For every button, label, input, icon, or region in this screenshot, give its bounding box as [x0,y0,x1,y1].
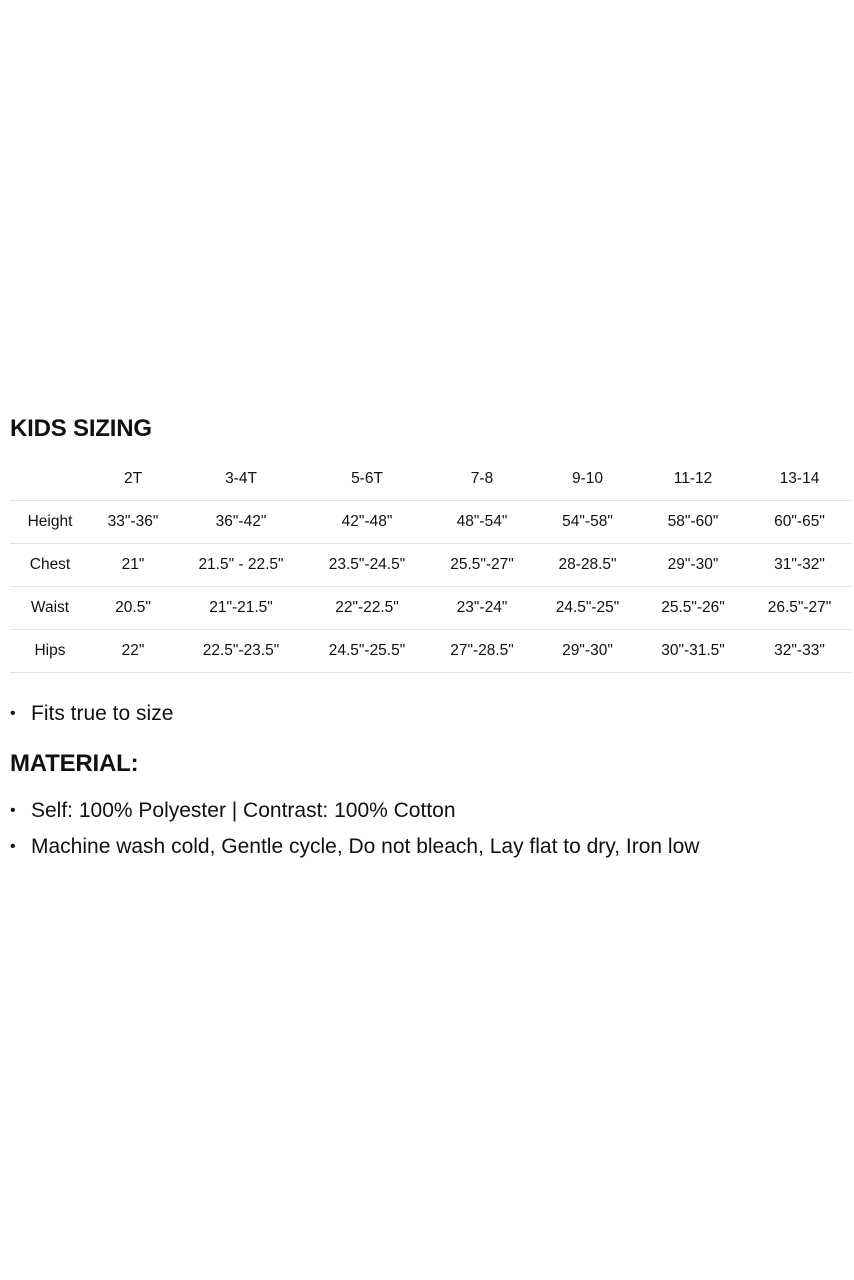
table-cell: 22" [121,642,145,659]
table-cell: 23.5"-24.5" [328,556,406,573]
column-header: 7-8 [470,470,494,487]
column-header [10,458,90,501]
table-cell: 21.5" - 22.5" [198,556,284,573]
row-label: Chest [29,556,71,573]
table-row [10,630,852,673]
column-header: 2T [123,470,143,487]
table-cell: 29"-30" [562,642,613,659]
table-cell: 27"-28.5" [450,642,514,659]
table-row [10,587,852,630]
table-cell: 24.5"-25" [555,599,620,616]
table-cell: 20.5" [115,599,151,616]
column-header: 3-4T [225,470,257,487]
table-cell: 22.5"-23.5" [202,642,280,659]
table-cell: 60"-65" [774,513,825,530]
table-cell: 31"-32" [774,556,825,573]
size-header-row [10,458,852,501]
table-cell: 33"-36" [107,513,159,530]
table-cell: 25.5"-27" [450,556,514,573]
table-row [10,501,852,544]
table-cell: 29"-30" [667,556,719,573]
table-cell: 28-28.5" [558,556,617,573]
table-cell: 22"-22.5" [335,599,399,616]
table-cell: 58"-60" [667,513,719,530]
table-cell: 21"-21.5" [209,599,273,616]
size-chart-table [10,458,852,673]
table-cell: 42"-48" [341,513,393,530]
material-list [10,799,699,871]
column-header: 13-14 [779,470,820,487]
list-item: • Self: 100% Polyester | Contrast: 100% Cotton [10,799,699,835]
list-item: • Fits true to size [10,702,173,738]
table-cell: 26.5"-27" [767,599,832,616]
list-item: • Machine wash cold, Gentle cycle, Do not bleach, Lay flat to dry, Iron low [10,835,699,871]
kids-sizing-title: KIDS SIZING [10,415,152,442]
column-header: 11-12 [673,470,713,487]
table-cell: 25.5"-26" [661,599,725,616]
table-cell: 21" [121,556,145,573]
table-cell: 24.5"-25.5" [328,642,406,659]
table-cell: 30"-31.5" [661,642,725,659]
table-cell: 36"-42" [215,513,267,530]
column-header: 9-10 [571,470,604,487]
table-cell: 48"-54" [456,513,508,530]
table-cell: 23"-24" [456,599,508,616]
table-cell: 54"-58" [562,513,613,530]
row-label: Height [27,513,73,530]
row-label: Hips [34,642,66,659]
row-label: Waist [30,599,70,616]
column-header: 5-6T [351,470,383,487]
material-title: MATERIAL: [10,750,139,777]
table-row [10,544,852,587]
fit-notes-list [10,702,173,738]
table-cell: 32"-33" [774,642,825,659]
